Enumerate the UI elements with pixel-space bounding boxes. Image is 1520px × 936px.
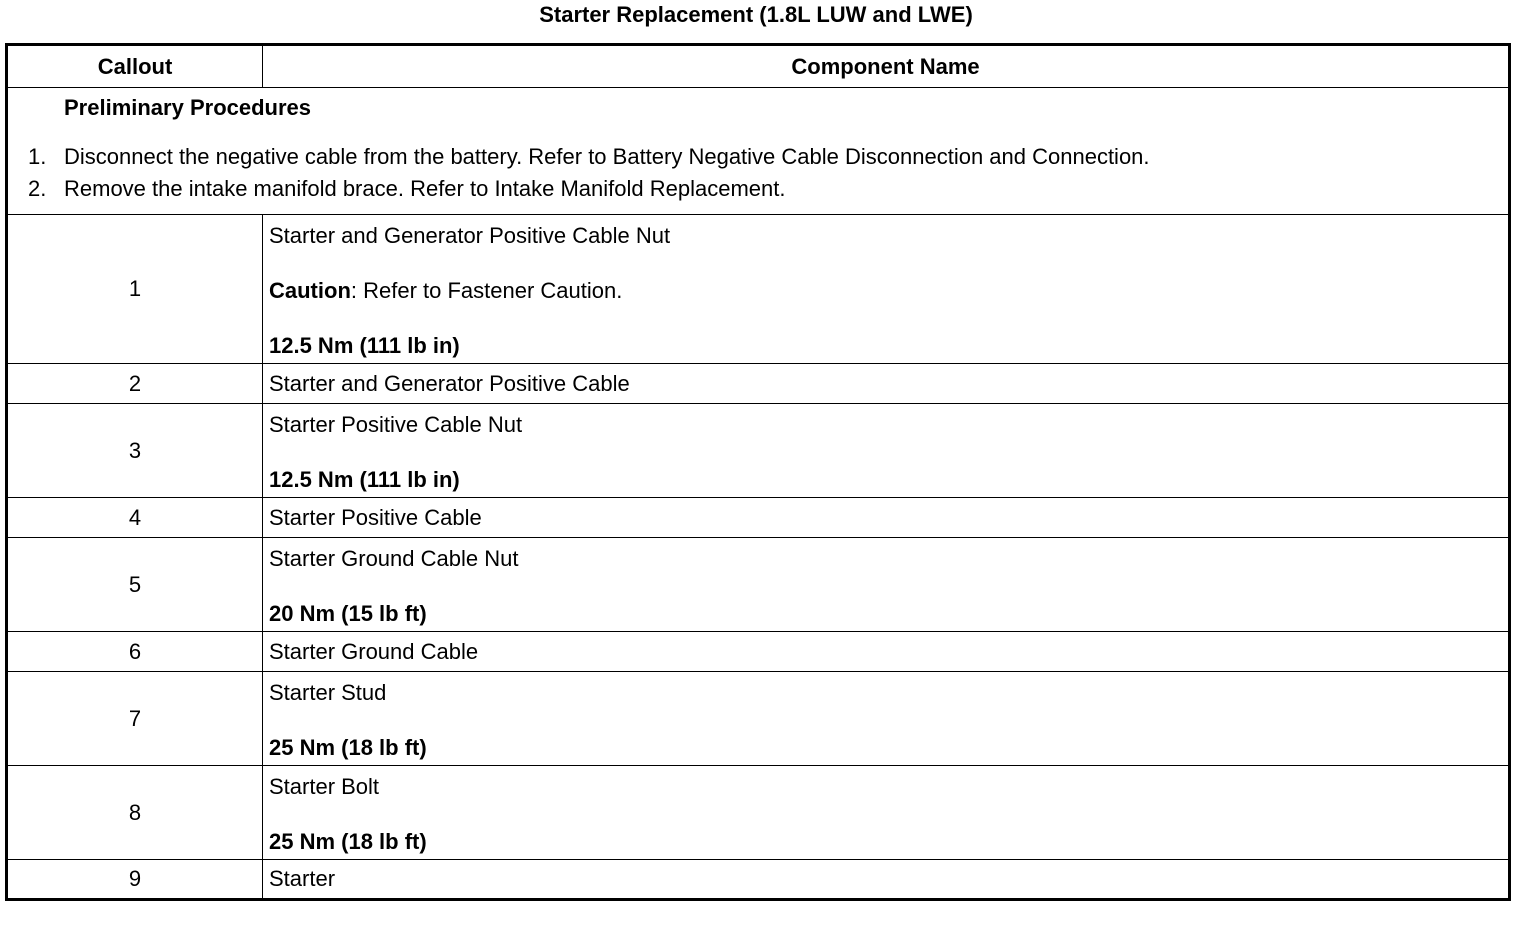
callout-cell: 9 (7, 860, 263, 900)
step-text: Disconnect the negative cable from the battery. Refer to Battery Negative Cable Disconnection and Connection. (64, 144, 1150, 169)
preliminary-row (7, 88, 1510, 215)
component-name: Starter Stud (269, 680, 387, 705)
callout-cell: 1 (7, 215, 263, 364)
caution-note (269, 278, 1508, 304)
step-text: Remove the intake manifold brace. Refer to Intake Manifold Replacement. (64, 176, 786, 201)
torque-spec: 25 Nm (18 lb ft) (269, 735, 427, 760)
table-row (7, 404, 1510, 498)
component-table (5, 43, 1511, 901)
table-row (7, 364, 1510, 404)
preliminary-cell (7, 88, 1510, 215)
table-row (7, 860, 1510, 900)
component-cell (263, 404, 1510, 498)
component-name: Starter Ground Cable Nut (269, 546, 519, 571)
component-cell (263, 215, 1510, 364)
torque-spec: 12.5 Nm (111 lb in) (269, 333, 460, 358)
component-cell (263, 766, 1510, 860)
preliminary-step (8, 173, 1508, 205)
preliminary-steps (8, 141, 1508, 205)
callout-cell: 5 (7, 538, 263, 632)
callout-cell: 6 (7, 632, 263, 672)
header-callout: Callout (7, 45, 263, 88)
preliminary-step (8, 141, 1508, 173)
table-row (7, 498, 1510, 538)
torque-spec: 25 Nm (18 lb ft) (269, 829, 427, 854)
caution-text: : Refer to Fastener Caution. (350, 278, 623, 303)
preliminary-heading: Preliminary Procedures (64, 95, 312, 120)
callout-cell: 7 (7, 672, 263, 766)
table-row (7, 672, 1510, 766)
component-name: Starter Ground Cable (263, 632, 1510, 672)
component-name: Starter Positive Cable (263, 498, 1510, 538)
component-name: Starter Bolt (269, 774, 380, 799)
document-title: Starter Replacement (1.8L LUW and LWE) (539, 2, 973, 27)
component-name: Starter Positive Cable Nut (269, 412, 523, 437)
table-row (7, 766, 1510, 860)
callout-cell: 4 (7, 498, 263, 538)
table-row (7, 538, 1510, 632)
callout-cell: 2 (7, 364, 263, 404)
step-number: 1. (28, 144, 47, 169)
component-cell (263, 538, 1510, 632)
header-component-name: Component Name (263, 45, 1510, 88)
table-row (7, 632, 1510, 672)
torque-spec: 12.5 Nm (111 lb in) (269, 467, 460, 492)
component-name: Starter (263, 860, 1510, 900)
torque-spec: 20 Nm (15 lb ft) (269, 601, 427, 626)
component-name: Starter and Generator Positive Cable Nut (269, 223, 671, 248)
table-header-row (7, 45, 1510, 88)
step-number: 2. (28, 176, 47, 201)
component-cell (263, 672, 1510, 766)
caution-label: Caution (269, 278, 351, 303)
table-row (7, 215, 1510, 364)
component-name: Starter and Generator Positive Cable (263, 364, 1510, 404)
callout-cell: 3 (7, 404, 263, 498)
callout-cell: 8 (7, 766, 263, 860)
